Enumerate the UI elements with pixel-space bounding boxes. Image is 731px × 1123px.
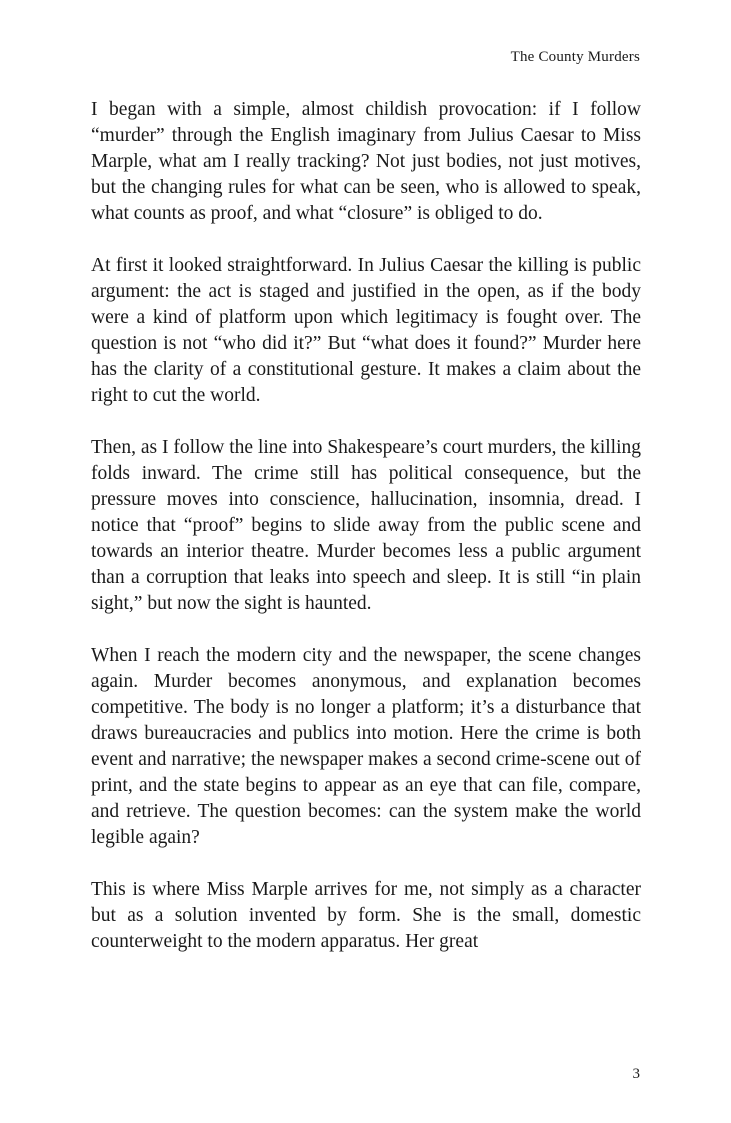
paragraph-2: At first it looked straightforward. In Julius Caesar the killing is public argument: the act is staged and justified in the open, as if the body were a kind of platform upon which legitimacy is fought over. The question is not “who did it?” But “what does it found?” Murder here has the clarity of a constitutional gesture. It makes a claim about the right to cut the world. (91, 255, 641, 406)
paragraph-3: Then, as I follow the line into Shakespeare’s court murders, the killing folds inward. The crime still has political consequence, but the pressure moves into conscience, hallucination, insomnia, dread. I notice that “proof” begins to slide away from the public scene and towards an interior theatre. Murder becomes less a public argument than a corruption that leaks into speech and sleep. It is still “in plain sight,” but now the sight is haunted. (91, 437, 641, 614)
paragraph-4: When I reach the modern city and the newspaper, the scene changes again. Murder becomes anonymous, and explanation becomes competitive. The body is no longer a platform; it’s a disturbance that draws bureaucracies and publics into motion. Here the crime is both event and narrative; the newspaper makes a second crime-scene out of print, and the state begins to appear as an eye that can file, compare, and retrieve. The question becomes: can the system make the world legible again? (91, 645, 641, 848)
paragraph-1: I began with a simple, almost childish provocation: if I follow “murder” through the English imaginary from Julius Caesar to Miss Marple, what am I really tracking? Not just bodies, not just motives, but the changing rules for what can be seen, who is allowed to speak, what counts as proof, and what “closure” is obliged to do. (91, 99, 641, 224)
paragraph-5: This is where Miss Marple arrives for me, not simply as a character but as a solution invented by form. She is the small, domestic counterweight to the modern apparatus. Her great (91, 879, 641, 952)
page-number: 3 (632, 1066, 640, 1082)
running-head: The County Murders (510, 49, 640, 65)
body-text (91, 97, 641, 981)
